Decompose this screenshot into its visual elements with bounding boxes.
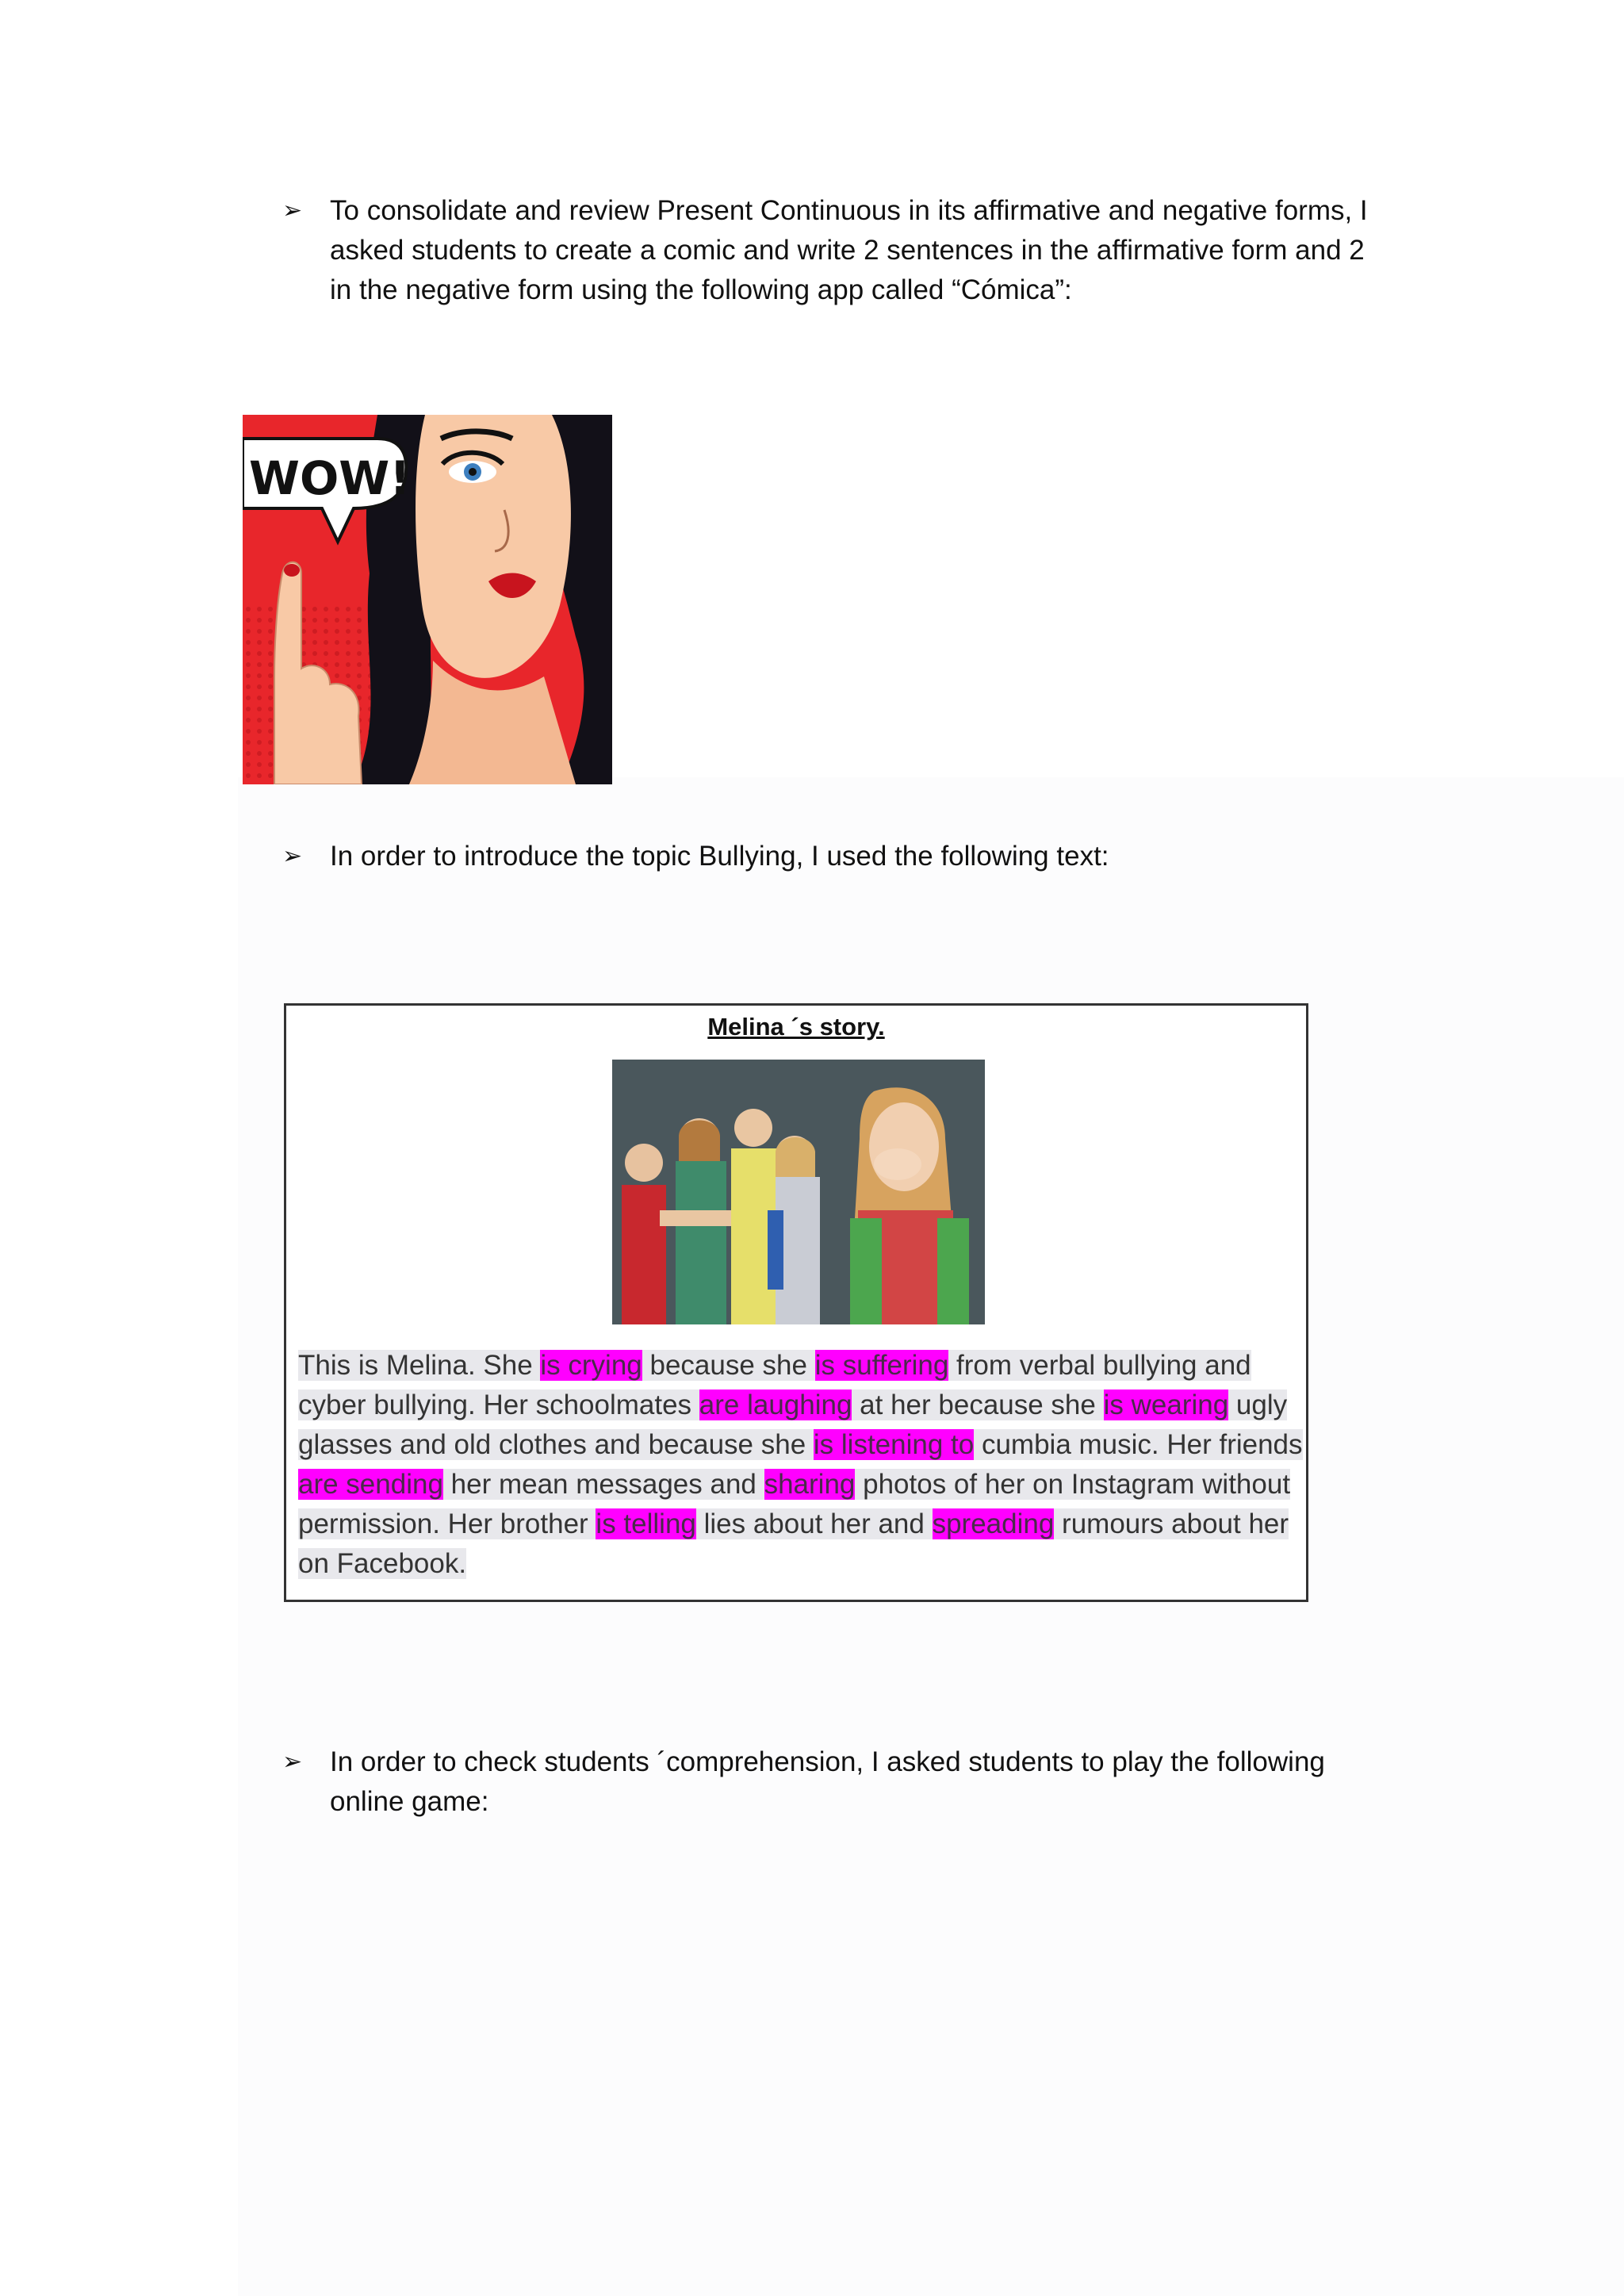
story-text-segment: on Facebook. xyxy=(298,1548,467,1579)
bullet-line: online game: xyxy=(330,1786,489,1817)
comic-illustration xyxy=(243,415,612,784)
story-line xyxy=(298,1346,1297,1386)
highlighted-verb: is listening to xyxy=(813,1429,975,1460)
story-line xyxy=(298,1425,1303,1465)
bullet-line: in the negative form using the following app called “Cómica”: xyxy=(330,274,1072,305)
bullet-line: In order to check students ´comprehension, I asked students to play the following xyxy=(330,1746,1325,1777)
story-text-segment: rumours about her xyxy=(1054,1508,1289,1539)
arrow-bullet-icon: ➢ xyxy=(282,1749,303,1775)
story-text-segment: cumbia music. Her friends xyxy=(974,1429,1303,1460)
bullet-line: asked students to create a comic and write 2 sentences in the affirmative form and 2 xyxy=(330,235,1365,266)
arrow-bullet-icon: ➢ xyxy=(282,843,303,869)
highlighted-verb: spreading xyxy=(932,1508,1055,1539)
speech-bubble-text: WOW! xyxy=(249,451,411,505)
story-line xyxy=(298,1504,1297,1544)
highlighted-verb: is telling xyxy=(596,1508,696,1539)
highlighted-verb: are sending xyxy=(298,1469,443,1500)
story-text-segment: because she xyxy=(642,1350,815,1381)
bullet-line: In order to introduce the topic Bullying, I used the following text: xyxy=(330,841,1109,872)
story-text-segment: at her because she xyxy=(852,1389,1104,1420)
story-text-segment: This is Melina. She xyxy=(298,1350,541,1381)
highlighted-verb: sharing xyxy=(764,1469,856,1500)
highlighted-verb: are laughing xyxy=(699,1389,852,1420)
story-title: Melina ´s story. xyxy=(707,1013,885,1041)
story-box xyxy=(284,1003,1308,1602)
story-photo xyxy=(612,1060,985,1324)
highlighted-verb: is wearing xyxy=(1103,1389,1229,1420)
bullet-line: To consolidate and review Present Continuous in its affirmative and negative forms, I xyxy=(330,195,1368,226)
story-paragraph xyxy=(298,1346,1303,1584)
story-text-segment: her mean messages and xyxy=(442,1469,764,1500)
story-text-segment: ugly xyxy=(1228,1389,1288,1420)
story-line xyxy=(298,1386,1297,1425)
story-text-segment: permission. Her brother xyxy=(298,1508,596,1539)
story-line xyxy=(298,1465,1297,1504)
highlighted-verb: is suffering xyxy=(814,1350,949,1381)
story-text-segment: from verbal bullying and xyxy=(948,1350,1251,1381)
highlighted-verb: is crying xyxy=(540,1350,642,1381)
story-line xyxy=(298,1544,1297,1584)
story-text-segment: photos of her on Instagram without xyxy=(855,1469,1291,1500)
story-text-segment: lies about her and xyxy=(695,1508,933,1539)
story-text-segment: glasses and old clothes and because she xyxy=(298,1429,814,1460)
arrow-bullet-icon: ➢ xyxy=(282,197,303,224)
story-text-segment: cyber bullying. Her schoolmates xyxy=(298,1389,699,1420)
